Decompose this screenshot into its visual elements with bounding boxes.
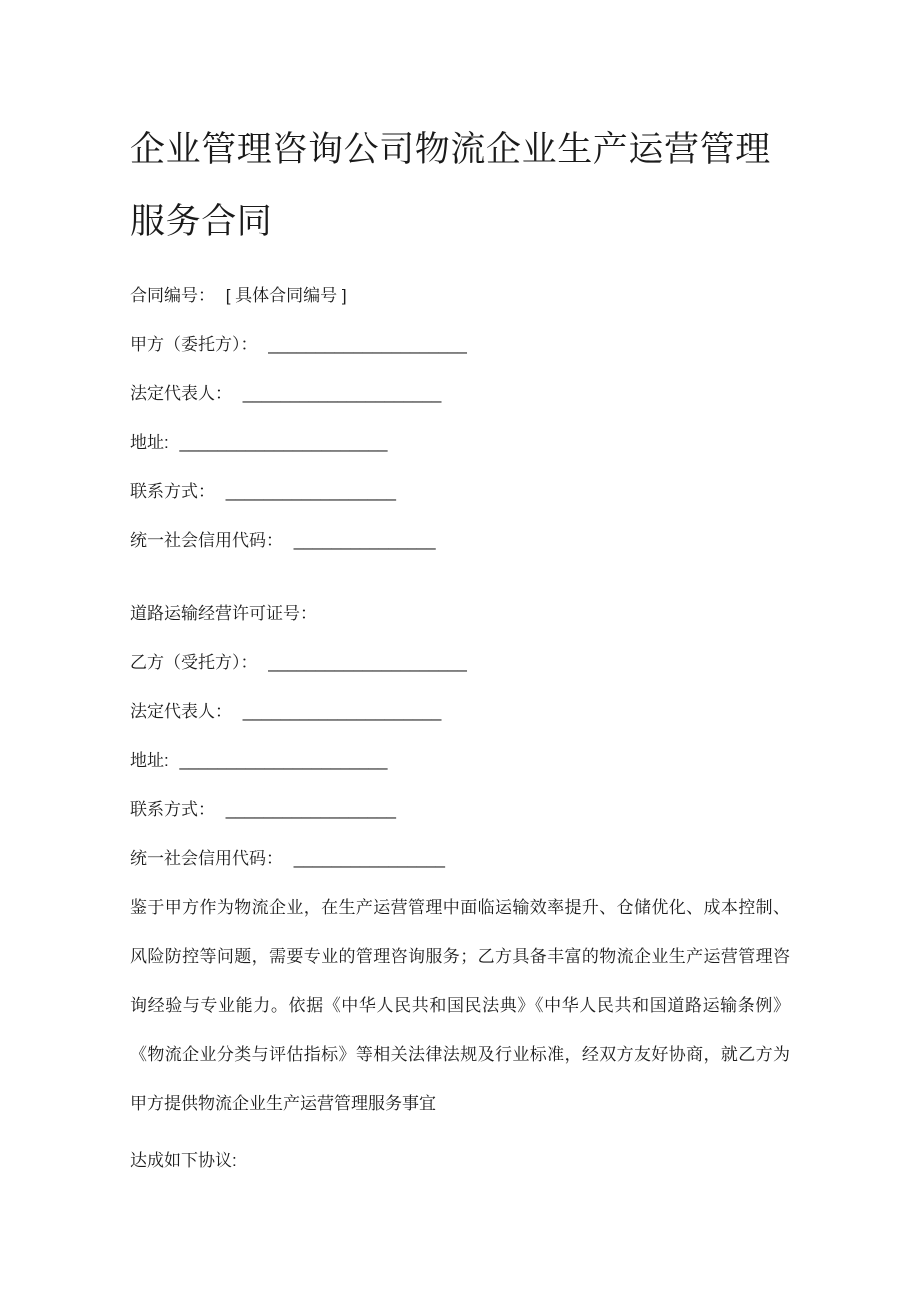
party-b-label: 乙方（受托方）：: [130, 653, 258, 672]
party-b-row: [130, 638, 790, 687]
section-spacer: [130, 565, 790, 589]
closing-line: 达成如下协议:: [130, 1151, 237, 1170]
party-a-legal-representative-label: 法定代表人：: [130, 384, 232, 403]
party-b-address-row: [130, 736, 790, 785]
party-a-contact-blank: __________________: [225, 482, 396, 501]
party-a-credit-code-row: [130, 516, 790, 565]
party-a-row: [130, 320, 790, 369]
party-b-credit-code-blank: ________________: [293, 849, 446, 868]
party-a-address-label: 地址:: [130, 433, 169, 452]
party-b-contact-blank: __________________: [225, 800, 396, 819]
party-b-legal-representative-row: [130, 687, 790, 736]
contract-number-value: [ 具体合同编号 ]: [225, 286, 347, 305]
preamble-paragraph: 鉴于甲方作为物流企业，在生产运营管理中面临运输效率提升、仓储优化、成本控制、风险防控等问题，需要专业的管理咨询服务；乙方具备丰富的物流企业生产运营管理咨询经验与专业能力。依据《中华人民共和国民法典》《中华人民共和国道路运输条例》《物流企业分类与评估指标》等相关法律法规及行业标准，经双方友好协商，就乙方为甲方提供物流企业生产运营管理服务事宜: [130, 898, 790, 1113]
party-b-credit-code-label: 统一社会信用代码：: [130, 849, 283, 868]
document-title: [130, 114, 790, 258]
party-a-credit-code-blank: _______________: [293, 531, 436, 550]
party-a-legal-representative-blank: _____________________: [242, 384, 442, 403]
party-a-address-row: [130, 418, 790, 467]
party-b-contact-row: [130, 785, 790, 834]
party-b-contact-label: 联系方式：: [130, 800, 215, 819]
contract-number-row: [130, 271, 790, 320]
road-transport-license-row: [130, 589, 790, 638]
road-transport-license-label: 道路运输经营许可证号：: [130, 604, 317, 623]
party-b-legal-representative-blank: _____________________: [242, 702, 442, 721]
party-a-label: 甲方（委托方）：: [130, 335, 258, 354]
party-a-blank: _____________________: [268, 335, 467, 354]
party-a-contact-label: 联系方式：: [130, 482, 215, 501]
title-line-2: 服务合同: [130, 202, 273, 241]
party-b-legal-representative-label: 法定代表人：: [130, 702, 232, 721]
party-b-address-label: 地址:: [130, 751, 169, 770]
party-a-credit-code-label: 统一社会信用代码：: [130, 531, 283, 550]
title-line-1: 企业管理咨询公司物流企业生产运营管理: [130, 130, 771, 169]
party-b-credit-code-row: [130, 834, 790, 883]
party-info-section: [130, 271, 790, 883]
party-b-blank: _____________________: [268, 653, 467, 672]
party-a-address-blank: ______________________: [179, 433, 388, 452]
party-b-address-blank: ______________________: [179, 751, 388, 770]
party-a-legal-representative-row: [130, 369, 790, 418]
party-a-contact-row: [130, 467, 790, 516]
contract-number-label: 合同编号：: [130, 286, 215, 305]
